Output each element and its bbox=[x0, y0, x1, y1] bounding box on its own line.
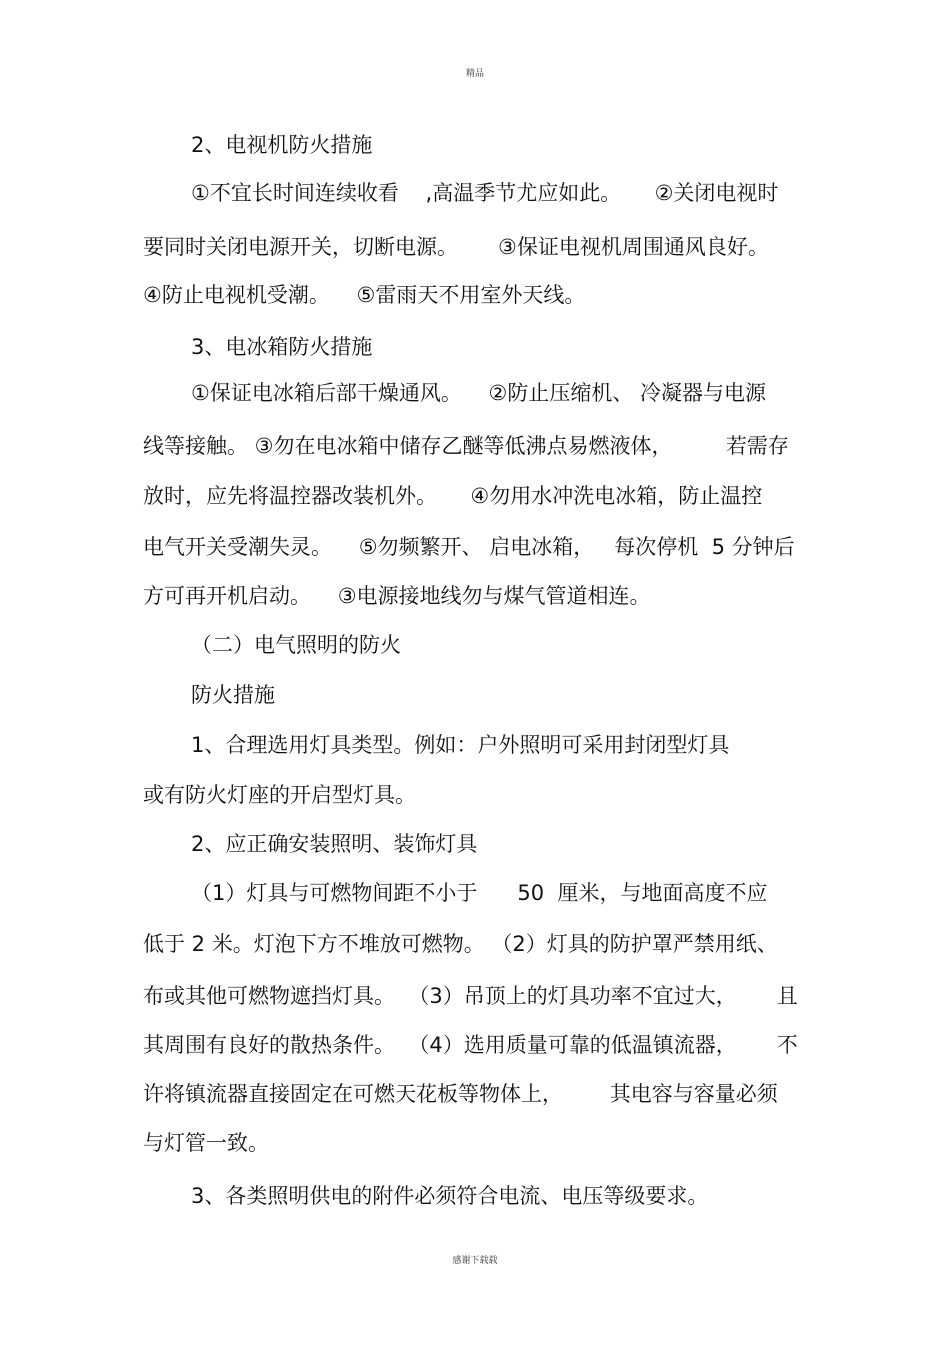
paragraph-line: 其周围有良好的散热条件。 （4）选用质量可靠的低温镇流器， 不 bbox=[143, 1033, 798, 1057]
fire-measures-heading: 防火措施 bbox=[191, 683, 275, 707]
paragraph-line: 许将镇流器直接固定在可燃天花板等物体上， 其电容与容量必须 bbox=[143, 1082, 778, 1106]
paragraph-line: 要同时关闭电源开关，切断电源。 ③保证电视机周围通风良好。 bbox=[143, 235, 769, 259]
paragraph-line: 方可再开机启动。 ③电源接地线勿与煤气管道相连。 bbox=[143, 584, 651, 608]
paragraph-line: 布或其他可燃物遮挡灯具。 （3）吊顶上的灯具功率不宜过大， 且 bbox=[143, 984, 798, 1008]
paragraph-line: ①保证电冰箱后部干燥通风。 ②防止压缩机、 冷凝器与电源 bbox=[191, 381, 767, 405]
accessories-heading: 3、各类照明供电的附件必须符合电流、电压等级要求。 bbox=[191, 1184, 709, 1208]
paragraph-line: ①不宜长时间连续收看 ,高温季节尤应如此。 ②关闭电视时 bbox=[191, 181, 779, 205]
paragraph-line: ④防止电视机受潮。 ⑤雷雨天不用室外天线。 bbox=[143, 283, 586, 307]
page-header: 精品 bbox=[465, 69, 484, 79]
paragraph-line: 与灯管一致。 bbox=[143, 1131, 269, 1155]
lighting-section-heading: （二）电气照明的防火 bbox=[191, 633, 401, 657]
paragraph-line: 电气开关受潮失灵。 ⑤勿频繁开、 启电冰箱， 每次停机 5 分钟后 bbox=[143, 535, 795, 559]
paragraph-line: 或有防火灯座的开启型灯具。 bbox=[143, 783, 416, 807]
paragraph-line: 低于 2 米。灯泡下方不堆放可燃物。 （2）灯具的防护罩严禁用纸、 bbox=[143, 932, 778, 956]
paragraph-line: 线等接触。 ③勿在电冰箱中储存乙醚等低沸点易燃液体， 若需存 bbox=[143, 434, 789, 458]
fridge-fire-heading: 3、电冰箱防火措施 bbox=[191, 335, 373, 359]
paragraph-line: 放时，应先将温控器改装机外。 ④勿用水冲洗电冰箱，防止温控 bbox=[143, 484, 763, 508]
install-heading: 2、应正确安装照明、装饰灯具 bbox=[191, 832, 478, 856]
paragraph-line: 1、合理选用灯具类型。例如：户外照明可采用封闭型灯具 bbox=[191, 733, 730, 757]
tv-fire-heading: 2、电视机防火措施 bbox=[191, 133, 373, 157]
page-footer: 感谢下载载 bbox=[452, 1256, 498, 1266]
paragraph-line: （1）灯具与可燃物间距不小于 50 厘米，与地面高度不应 bbox=[191, 881, 768, 905]
